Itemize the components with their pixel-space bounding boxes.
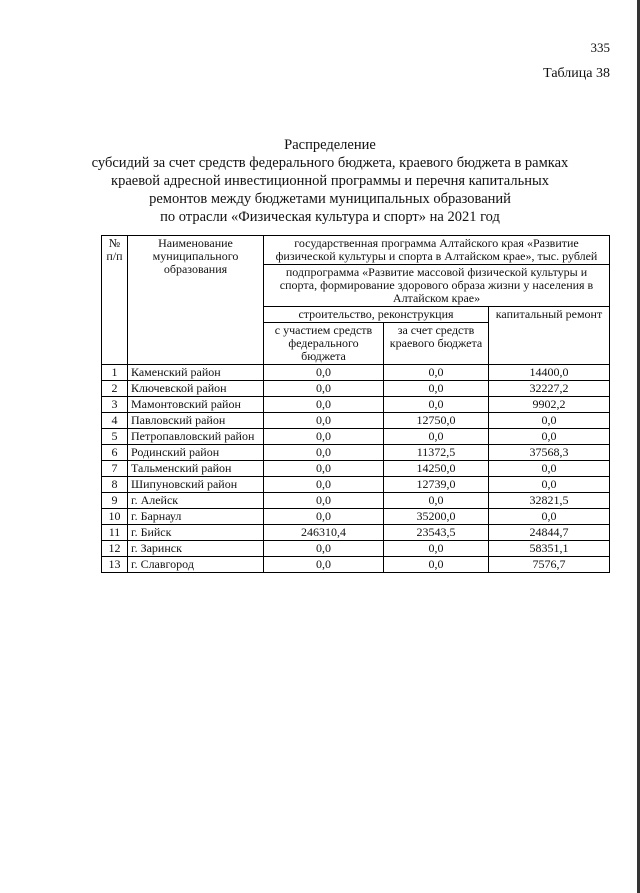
row-number: 6 <box>102 445 128 461</box>
row-regional: 0,0 <box>384 365 489 381</box>
table-row <box>102 365 610 381</box>
row-name: Каменский район <box>128 365 264 381</box>
row-regional: 11372,5 <box>384 445 489 461</box>
table-label: Таблица 38 <box>543 66 610 81</box>
row-capital-repair: 32227,2 <box>489 381 610 397</box>
header-federal: с участием средств федерального бюджета <box>264 323 384 365</box>
title-line: по отрасли «Физическая культура и спорт» на 2021 год <box>160 209 500 225</box>
table-row <box>102 397 610 413</box>
row-capital-repair: 0,0 <box>489 413 610 429</box>
row-number: 1 <box>102 365 128 381</box>
title-line: субсидий за счет средств федерального бюджета, краевого бюджета в рамках <box>91 155 569 171</box>
row-capital-repair: 0,0 <box>489 461 610 477</box>
row-name: г. Славгород <box>128 557 264 573</box>
row-federal: 0,0 <box>264 429 384 445</box>
title-line: краевой адресной инвестиционной программы и перечня капитальных <box>111 173 549 189</box>
row-capital-repair: 9902,2 <box>489 397 610 413</box>
row-regional: 0,0 <box>384 541 489 557</box>
table-row <box>102 509 610 525</box>
row-name: Тальменский район <box>128 461 264 477</box>
document-title <box>80 136 580 226</box>
row-regional: 0,0 <box>384 557 489 573</box>
row-name: Шипуновский район <box>128 477 264 493</box>
row-capital-repair: 0,0 <box>489 509 610 525</box>
row-number: 2 <box>102 381 128 397</box>
row-name: Мамонтовский район <box>128 397 264 413</box>
row-regional: 0,0 <box>384 381 489 397</box>
row-regional: 0,0 <box>384 429 489 445</box>
table-row <box>102 477 610 493</box>
row-name: г. Заринск <box>128 541 264 557</box>
row-capital-repair: 24844,7 <box>489 525 610 541</box>
header-program: государственная программа Алтайского края «Развитие физической культуры и спорта в Алтайском крае», тыс. рублей <box>264 236 610 265</box>
row-capital-repair: 14400,0 <box>489 365 610 381</box>
table-row <box>102 461 610 477</box>
row-name: г. Алейск <box>128 493 264 509</box>
row-number: 9 <box>102 493 128 509</box>
table-row <box>102 541 610 557</box>
row-federal: 0,0 <box>264 365 384 381</box>
table-row <box>102 493 610 509</box>
row-federal: 0,0 <box>264 381 384 397</box>
row-capital-repair: 58351,1 <box>489 541 610 557</box>
row-regional: 0,0 <box>384 493 489 509</box>
header-construction: строительство, реконструкция <box>264 307 489 323</box>
row-federal: 0,0 <box>264 397 384 413</box>
row-number: 12 <box>102 541 128 557</box>
row-regional: 23543,5 <box>384 525 489 541</box>
row-number: 4 <box>102 413 128 429</box>
row-name: г. Бийск <box>128 525 264 541</box>
row-number: 10 <box>102 509 128 525</box>
row-federal: 0,0 <box>264 445 384 461</box>
row-number: 5 <box>102 429 128 445</box>
row-capital-repair: 0,0 <box>489 429 610 445</box>
row-name: г. Барнаул <box>128 509 264 525</box>
row-federal: 246310,4 <box>264 525 384 541</box>
row-name: Петропавловский район <box>128 429 264 445</box>
header-name: Наименование муниципального образования <box>128 236 264 365</box>
header-subprogram: подпрограмма «Развитие массовой физической культуры и спорта, формирование здорового образа жизни у населения в Алтайском крае» <box>264 265 610 307</box>
row-name: Родинский район <box>128 445 264 461</box>
row-federal: 0,0 <box>264 557 384 573</box>
subsidy-table <box>101 235 610 573</box>
row-regional: 35200,0 <box>384 509 489 525</box>
row-capital-repair: 0,0 <box>489 477 610 493</box>
table-row <box>102 381 610 397</box>
row-number: 3 <box>102 397 128 413</box>
table-row <box>102 525 610 541</box>
header-capital-repair: капитальный ремонт <box>489 307 610 365</box>
row-federal: 0,0 <box>264 477 384 493</box>
table-row <box>102 429 610 445</box>
row-number: 7 <box>102 461 128 477</box>
row-federal: 0,0 <box>264 461 384 477</box>
row-regional: 14250,0 <box>384 461 489 477</box>
row-capital-repair: 37568,3 <box>489 445 610 461</box>
row-number: 13 <box>102 557 128 573</box>
row-federal: 0,0 <box>264 413 384 429</box>
table-row <box>102 557 610 573</box>
row-capital-repair: 7576,7 <box>489 557 610 573</box>
header-regional: за счет средств краевого бюджета <box>384 323 489 365</box>
row-federal: 0,0 <box>264 541 384 557</box>
row-federal: 0,0 <box>264 509 384 525</box>
row-name: Ключевской район <box>128 381 264 397</box>
row-name: Павловский район <box>128 413 264 429</box>
row-regional: 12739,0 <box>384 477 489 493</box>
title-line: ремонтов между бюджетами муниципальных образований <box>149 191 511 207</box>
row-number: 11 <box>102 525 128 541</box>
table-row <box>102 413 610 429</box>
table-row <box>102 445 610 461</box>
title-line: Распределение <box>284 137 376 153</box>
row-regional: 12750,0 <box>384 413 489 429</box>
row-federal: 0,0 <box>264 493 384 509</box>
row-number: 8 <box>102 477 128 493</box>
header-no: № п/п <box>102 236 128 365</box>
row-regional: 0,0 <box>384 397 489 413</box>
row-capital-repair: 32821,5 <box>489 493 610 509</box>
page-number: 335 <box>590 40 610 55</box>
